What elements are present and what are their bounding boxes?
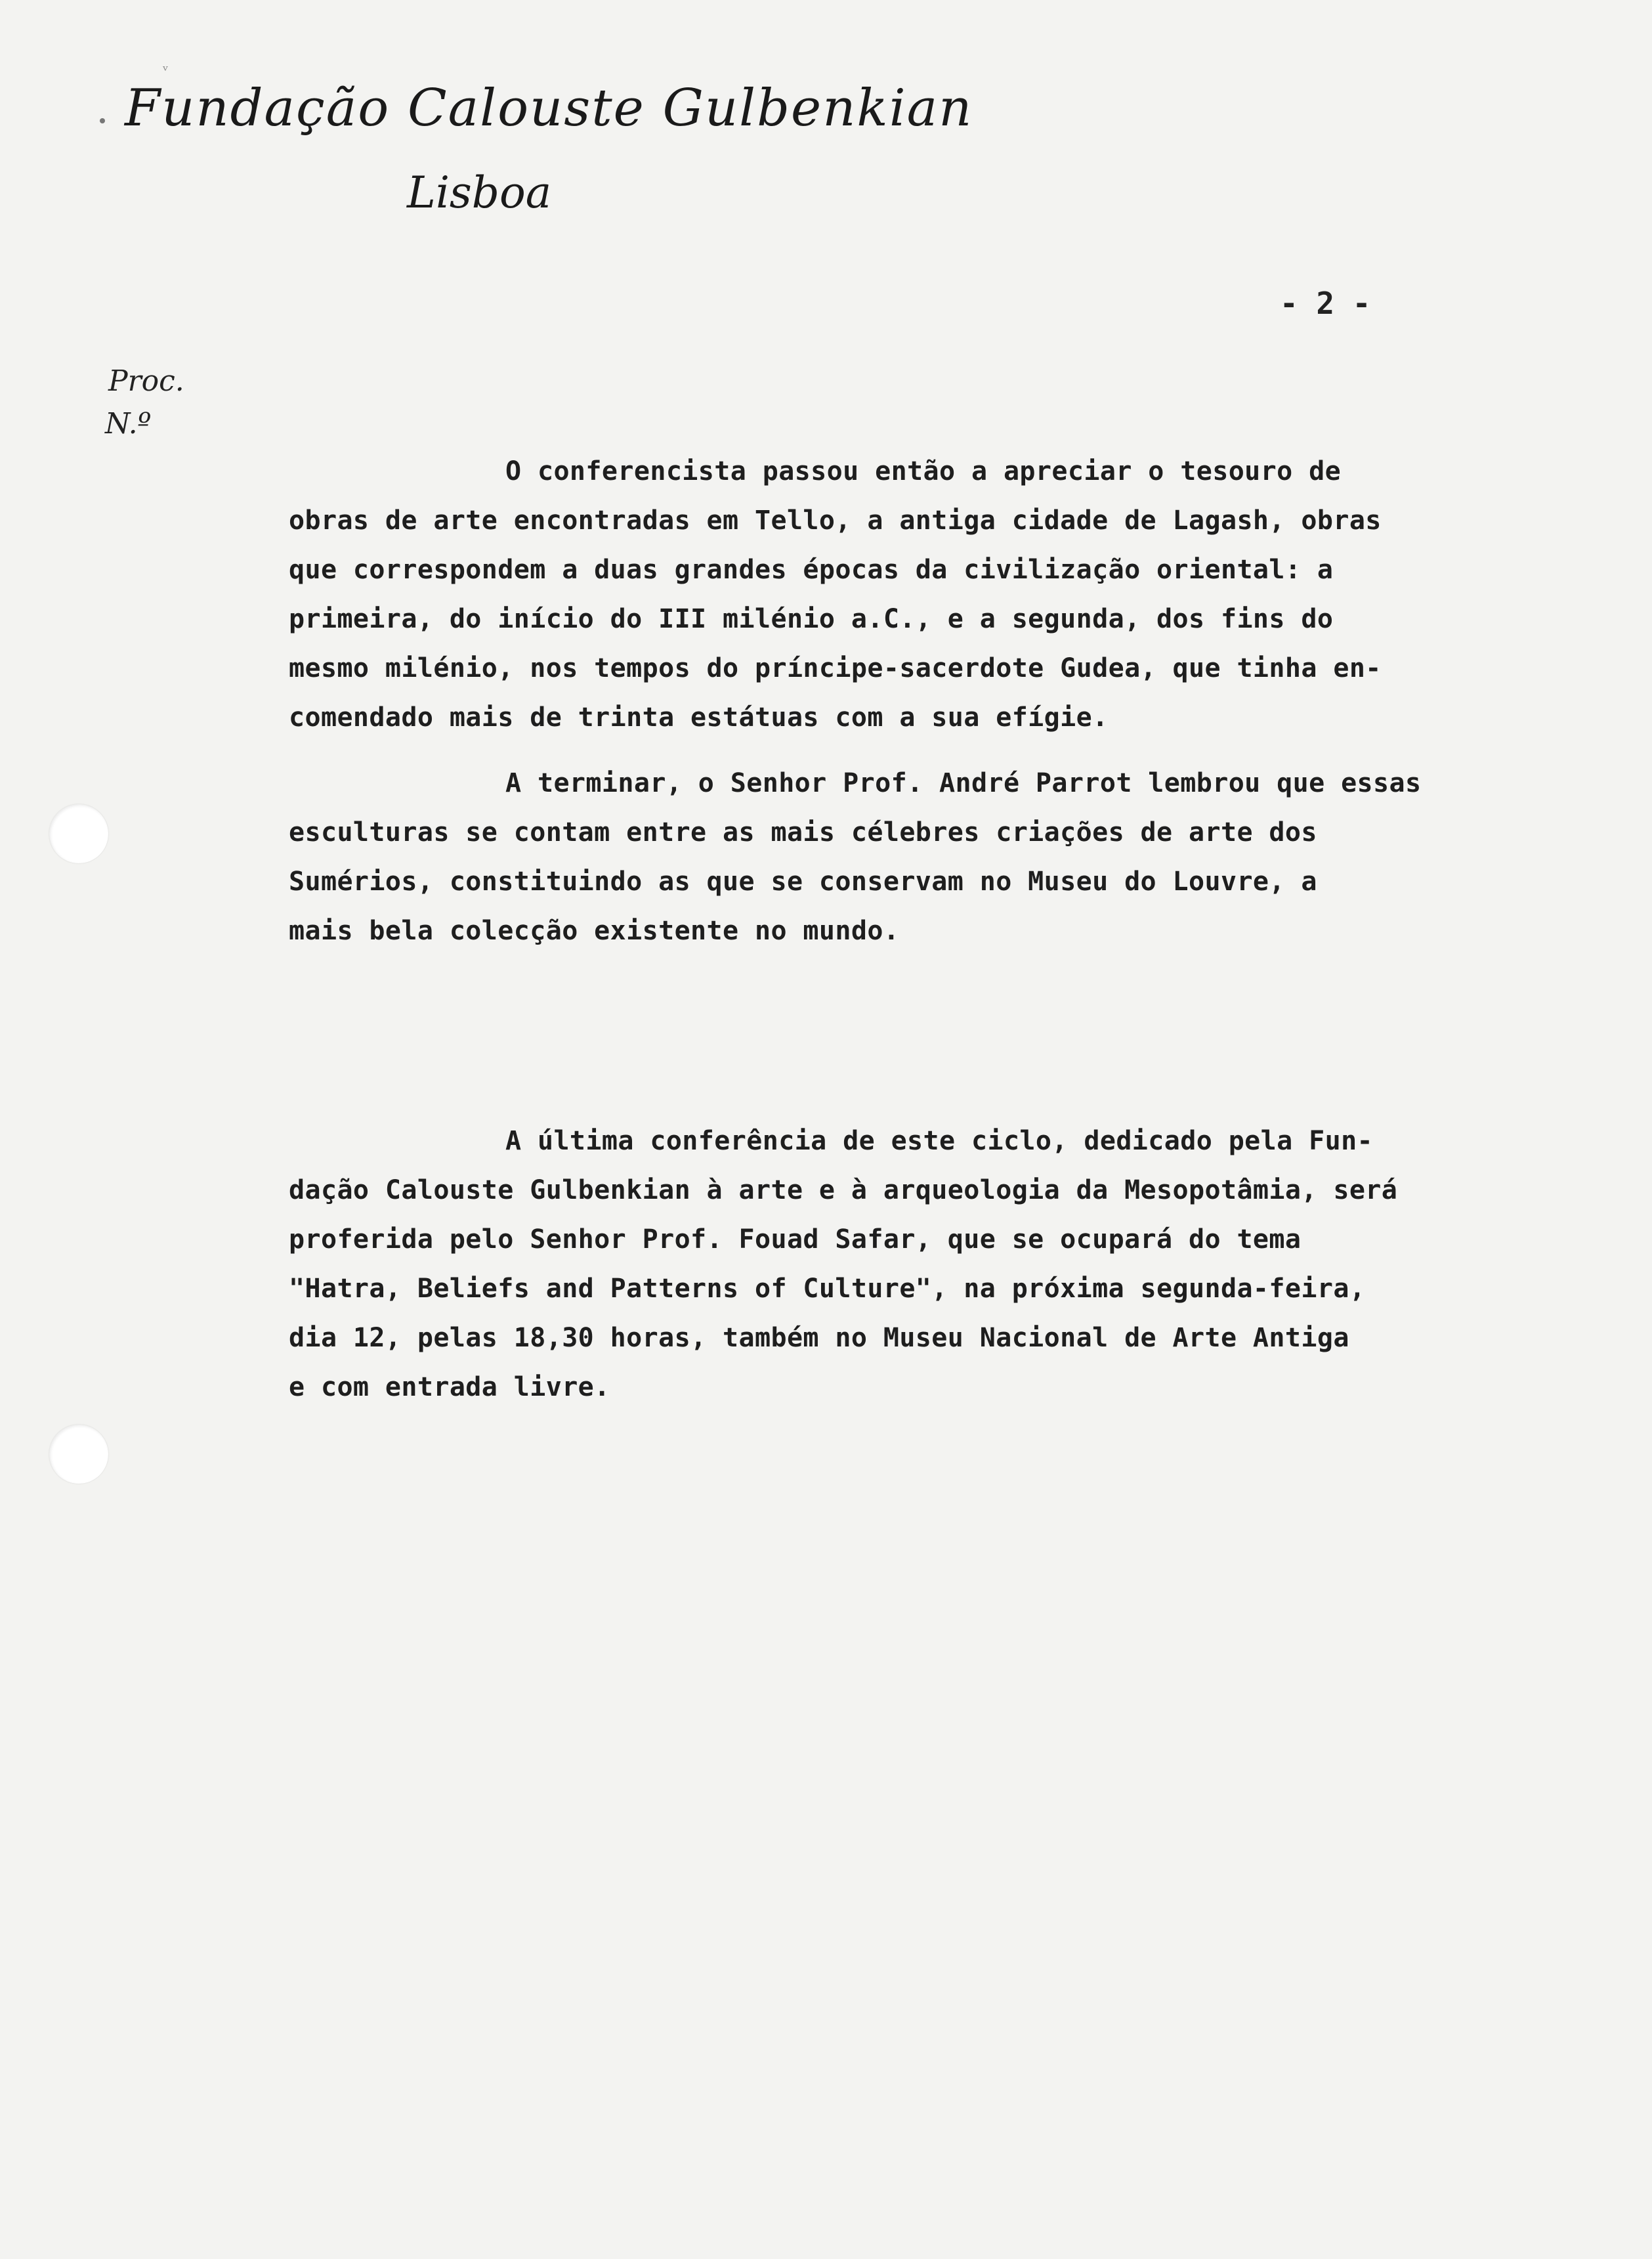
proc-label: Proc. — [108, 364, 184, 398]
paragraph-2-line-1: A terminar, o Senhor Prof. André Parrot lembrou que essas — [505, 768, 1422, 798]
punch-hole-upper — [49, 804, 108, 863]
paragraph-1-line-1: O conferencista passou então a apreciar o tesouro de — [505, 456, 1342, 486]
paragraph-1-line-4: primeira, do início do III milénio a.C., e a segunda, dos fins do — [289, 604, 1334, 634]
paragraph-3-line-3: proferida pelo Senhor Prof. Fouad Safar, que se ocupará do tema — [289, 1224, 1302, 1255]
paragraph-3-line-6: e com entrada livre. — [289, 1372, 610, 1402]
paragraph-2-line-4: mais bela colecção existente no mundo. — [289, 916, 900, 946]
paragraph-2-line-2: esculturas se contam entre as mais célebres criações de arte dos — [289, 817, 1317, 848]
letterhead-city: Lisboa — [407, 167, 552, 218]
margin-mark: ᵛ — [163, 63, 169, 79]
paragraph-2-line-3: Sumérios, constituindo as que se conservam no Museu do Louvre, a — [289, 867, 1317, 897]
paragraph-3-line-2: dação Calouste Gulbenkian à arte e à arqueologia da Mesopotâmia, será — [289, 1175, 1398, 1205]
paragraph-1-line-5: mesmo milénio, nos tempos do príncipe-sacerdote Gudea, que tinha en- — [289, 653, 1382, 683]
number-label: N.º — [105, 407, 152, 441]
paragraph-1-line-2: obras de arte encontradas em Tello, a antiga cidade de Lagash, obras — [289, 506, 1382, 536]
punch-hole-lower — [49, 1425, 108, 1484]
paragraph-3-line-1: A última conferência de este ciclo, dedicado pela Fun- — [505, 1126, 1374, 1156]
paragraph-3-line-4: "Hatra, Beliefs and Patterns of Culture", na próxima segunda-feira, — [289, 1274, 1366, 1304]
paragraph-1-line-6: comendado mais de trinta estátuas com a sua efígie. — [289, 702, 1109, 733]
paragraph-1-line-3: que correspondem a duas grandes épocas da civilização oriental: a — [289, 555, 1334, 585]
page-number: - 2 - — [1280, 286, 1371, 321]
paragraph-3-line-5: dia 12, pelas 18,30 horas, também no Museu Nacional de Arte Antiga — [289, 1323, 1349, 1353]
margin-dot — [100, 118, 105, 123]
letterhead-organization: Fundação Calouste Gulbenkian — [125, 79, 973, 138]
